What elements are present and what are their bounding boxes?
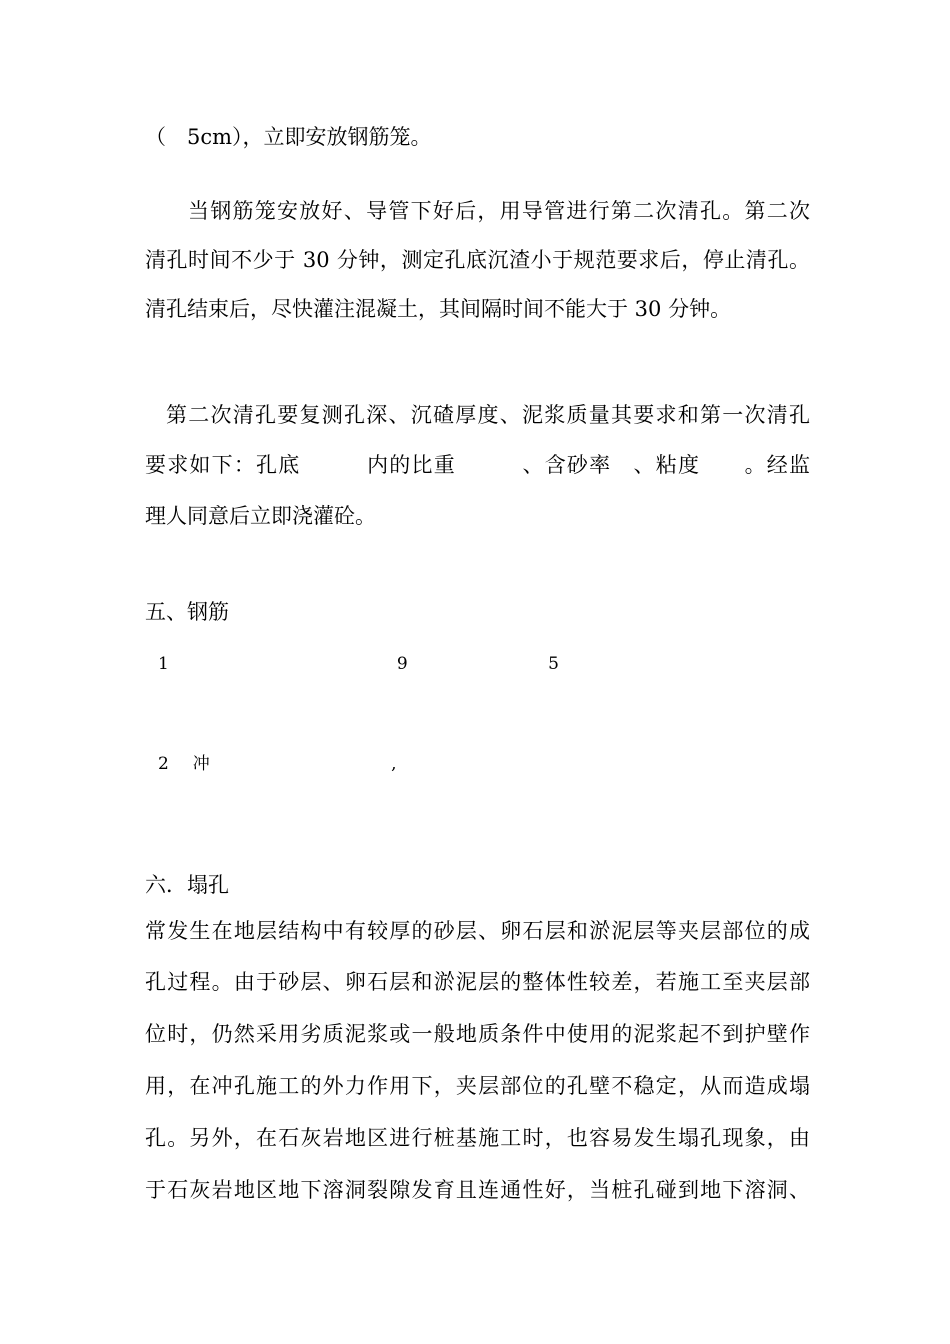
text-line-rebar-2	[145, 701, 810, 729]
text-line-7: 理人同意后立即浇灌砼。	[145, 504, 376, 528]
text-line-rebar-4	[145, 800, 810, 828]
text-line-5: 第二次清孔要复测孔深、沉碴厚度、泥浆质量其要求和第一次清孔	[166, 403, 810, 427]
text-line-1: （ 5cm），立即安放钢筋笼。	[145, 125, 432, 149]
section-heading-collapse: 六．塌孔	[145, 873, 229, 897]
text-line-collapse-1: 常发生在地层结构中有较厚的砂层、卵石层和淤泥层等夹层部位的成	[145, 919, 810, 943]
text-line-2: 当钢筋笼安放好、导管下好后，用导管进行第二次清孔。第二次	[188, 199, 810, 223]
text-line-6: 要求如下：孔底 内的比重 、含砂率 、粘度 。经监	[145, 453, 810, 477]
text-line-collapse-5: 孔。另外，在石灰岩地区进行桩基施工时，也容易发生塌孔现象，由	[145, 1126, 810, 1150]
text-line-collapse-3: 位时，仍然采用劣质泥浆或一般地质条件中使用的泥浆起不到护壁作	[145, 1022, 810, 1046]
text-line-collapse-2: 孔过程。由于砂层、卵石层和淤泥层的整体性较差，若施工至夹层部	[145, 970, 810, 994]
text-line-3: 清孔时间不少于 30 分钟，测定孔底沉渣小于规范要求后，停止清孔。	[145, 248, 810, 272]
section-heading-rebar: 五、钢筋	[145, 600, 229, 624]
text-line-collapse-4: 用，在冲孔施工的外力作用下，夹层部位的孔壁不稳定，从而造成塌	[145, 1074, 810, 1098]
text-line-collapse-6: 于石灰岩地区地下溶洞裂隙发育且连通性好，当桩孔碰到地下溶洞、	[145, 1178, 810, 1202]
text-line-4: 清孔结束后，尽快灌注混凝土，其间隔时间不能大于 30 分钟。	[145, 297, 732, 321]
text-line-rebar-3: 2 冲 ,	[158, 754, 730, 774]
text-line-rebar-1: 1 9 5	[158, 654, 717, 674]
